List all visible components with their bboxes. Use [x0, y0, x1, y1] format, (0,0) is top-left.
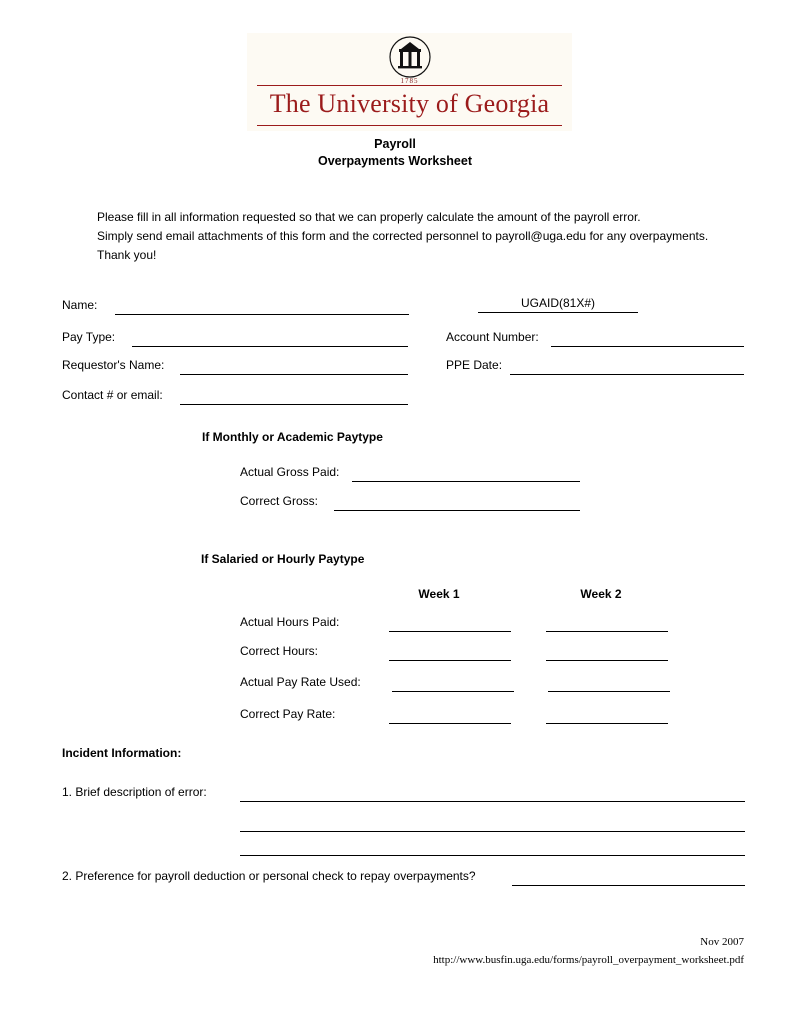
input-brief-description-line2[interactable]	[240, 831, 745, 832]
intro-paragraph	[97, 208, 767, 265]
intro-line-3: Thank you!	[97, 248, 157, 262]
uga-arch-seal-icon	[388, 35, 432, 79]
footer-url: http://www.busfin.uga.edu/forms/payroll_overpayment_worksheet.pdf	[433, 954, 744, 966]
input-actual-hours-paid-week1[interactable]	[389, 631, 511, 632]
input-correct-hours-week1[interactable]	[389, 660, 511, 661]
input-correct-hours-week2[interactable]	[546, 660, 668, 661]
letterhead-rule-bottom	[257, 125, 562, 126]
input-ppe-date[interactable]	[510, 374, 744, 375]
label-account-number: Account Number:	[446, 330, 539, 344]
input-brief-description-line3[interactable]	[240, 855, 745, 856]
label-name: Name:	[62, 298, 98, 312]
letterhead	[247, 33, 572, 131]
letterhead-rule-top	[257, 85, 562, 86]
input-name[interactable]	[115, 314, 409, 315]
university-name: The University of Georgia	[269, 89, 550, 118]
input-brief-description-line1[interactable]	[240, 801, 745, 802]
label-requestors-name: Requestor's Name:	[62, 358, 165, 372]
label-actual-pay-rate-used: Actual Pay Rate Used:	[240, 675, 361, 689]
heading-monthly-paytype: If Monthly or Academic Paytype	[202, 430, 383, 444]
heading-incident-information: Incident Information:	[62, 746, 182, 760]
label-ugaid: UGAID(81X#)	[520, 296, 596, 310]
input-actual-hours-paid-week2[interactable]	[546, 631, 668, 632]
label-actual-gross-paid: Actual Gross Paid:	[240, 465, 340, 479]
intro-line-1: Please fill in all information requested so that we can properly calculate the amount of the payroll error.	[97, 210, 641, 224]
label-actual-hours-paid: Actual Hours Paid:	[240, 615, 340, 629]
label-correct-gross: Correct Gross:	[240, 494, 319, 508]
input-actual-pay-rate-week1[interactable]	[392, 691, 514, 692]
input-account-number[interactable]	[551, 346, 744, 347]
label-correct-hours: Correct Hours:	[240, 644, 319, 658]
label-brief-description: 1. Brief description of error:	[62, 785, 207, 799]
label-ppe-date: PPE Date:	[446, 358, 503, 372]
column-header-week-2: Week 2	[580, 587, 622, 601]
input-actual-gross-paid[interactable]	[352, 481, 580, 482]
heading-salaried-paytype: If Salaried or Hourly Paytype	[201, 552, 365, 566]
label-repayment-preference: 2. Preference for payroll deduction or personal check to repay overpayments?	[62, 869, 476, 883]
input-ugaid[interactable]	[478, 312, 638, 313]
label-pay-type: Pay Type:	[62, 330, 116, 344]
page-title	[0, 136, 790, 170]
input-correct-gross[interactable]	[334, 510, 580, 511]
seal-area	[247, 33, 572, 85]
intro-line-2: Simply send email attachments of this form and the corrected personnel to payroll@uga.edu for any overpayments.	[97, 229, 709, 243]
label-contact: Contact # or email:	[62, 388, 163, 402]
input-requestors-name[interactable]	[180, 374, 408, 375]
input-contact[interactable]	[180, 404, 408, 405]
input-actual-pay-rate-week2[interactable]	[548, 691, 670, 692]
input-correct-pay-rate-week1[interactable]	[389, 723, 511, 724]
input-pay-type[interactable]	[132, 346, 408, 347]
seal-year: 1785	[400, 77, 419, 85]
column-header-week-1: Week 1	[418, 587, 460, 601]
page-title-line2: Overpayments Worksheet	[318, 154, 472, 168]
label-correct-pay-rate: Correct Pay Rate:	[240, 707, 336, 721]
input-repayment-preference[interactable]	[512, 885, 745, 886]
input-correct-pay-rate-week2[interactable]	[546, 723, 668, 724]
page-title-line1: Payroll	[374, 137, 416, 151]
footer-date: Nov 2007	[700, 936, 744, 948]
